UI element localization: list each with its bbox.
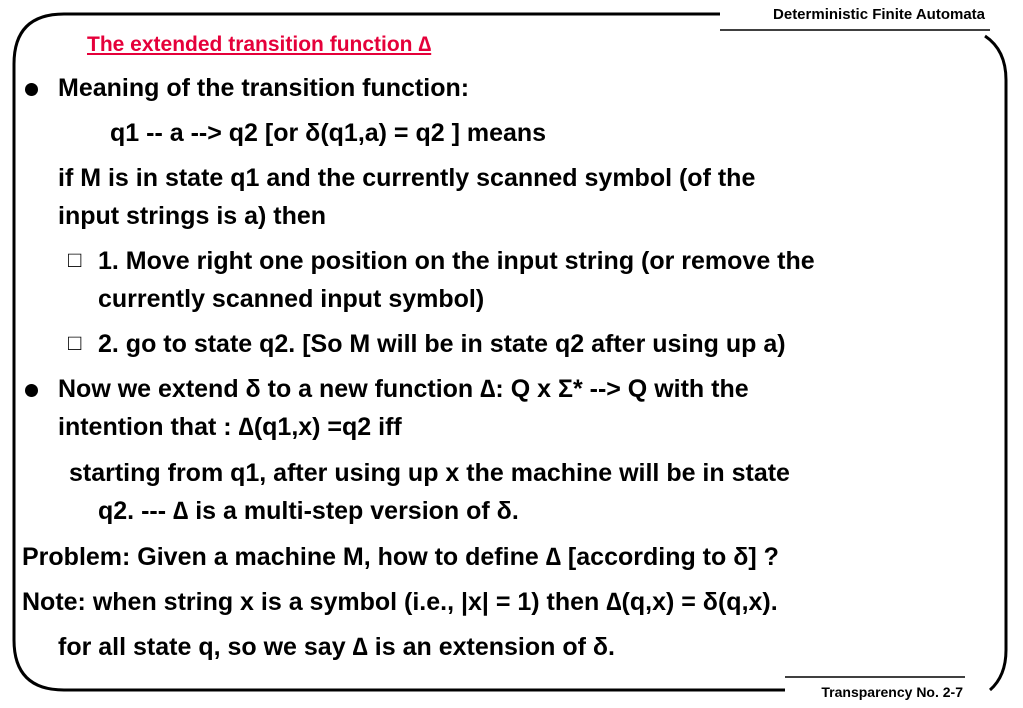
bullet-1-line-3: if M is in state q1 and the currently scanned symbol (of the (58, 164, 756, 192)
slide-title: The extended transition function ∆ (87, 33, 432, 56)
footer-label: Transparency No. 2-7 (821, 684, 963, 700)
problem-line: Problem: Given a machine M, how to define ∆ [according to δ] ? (22, 543, 779, 571)
bullet-1-line-2: q1 -- a --> q2 [or δ(q1,a) = q2 ] means (110, 119, 547, 147)
bullet-dot (25, 83, 38, 96)
bullet-dot (25, 384, 38, 397)
bullet-2-line-3: starting from q1, after using up x the machine will be in state (69, 459, 790, 487)
note-line: Note: when string x is a symbol (i.e., |x| = 1) then ∆(q,x) = δ(q,x). (22, 588, 778, 616)
bullet-2-line-1: Now we extend δ to a new function ∆: Q x Σ* --> Q with the (58, 375, 749, 403)
sub-bullet-1-line-1: 1. Move right one position on the input string (or remove the (98, 247, 815, 275)
bullet-1-line-4: input strings is a) then (58, 202, 327, 230)
sub-bullet-1-line-2: currently scanned input symbol) (98, 285, 485, 313)
bullet-1-line-1: Meaning of the transition function: (58, 74, 470, 102)
extension-line: for all state q, so we say ∆ is an extension of δ. (58, 633, 616, 661)
header-title: Deterministic Finite Automata (773, 6, 985, 23)
sub-bullet-icon: □ (68, 330, 82, 355)
sub-bullet-icon: □ (68, 247, 82, 272)
sub-bullet-2-line-1: 2. go to state q2. [So M will be in state q2 after using up a) (98, 330, 786, 358)
bullet-2-line-2: intention that : ∆(q1,x) =q2 iff (58, 413, 402, 441)
bullet-2-line-4: q2. --- ∆ is a multi-step version of δ. (98, 497, 519, 525)
